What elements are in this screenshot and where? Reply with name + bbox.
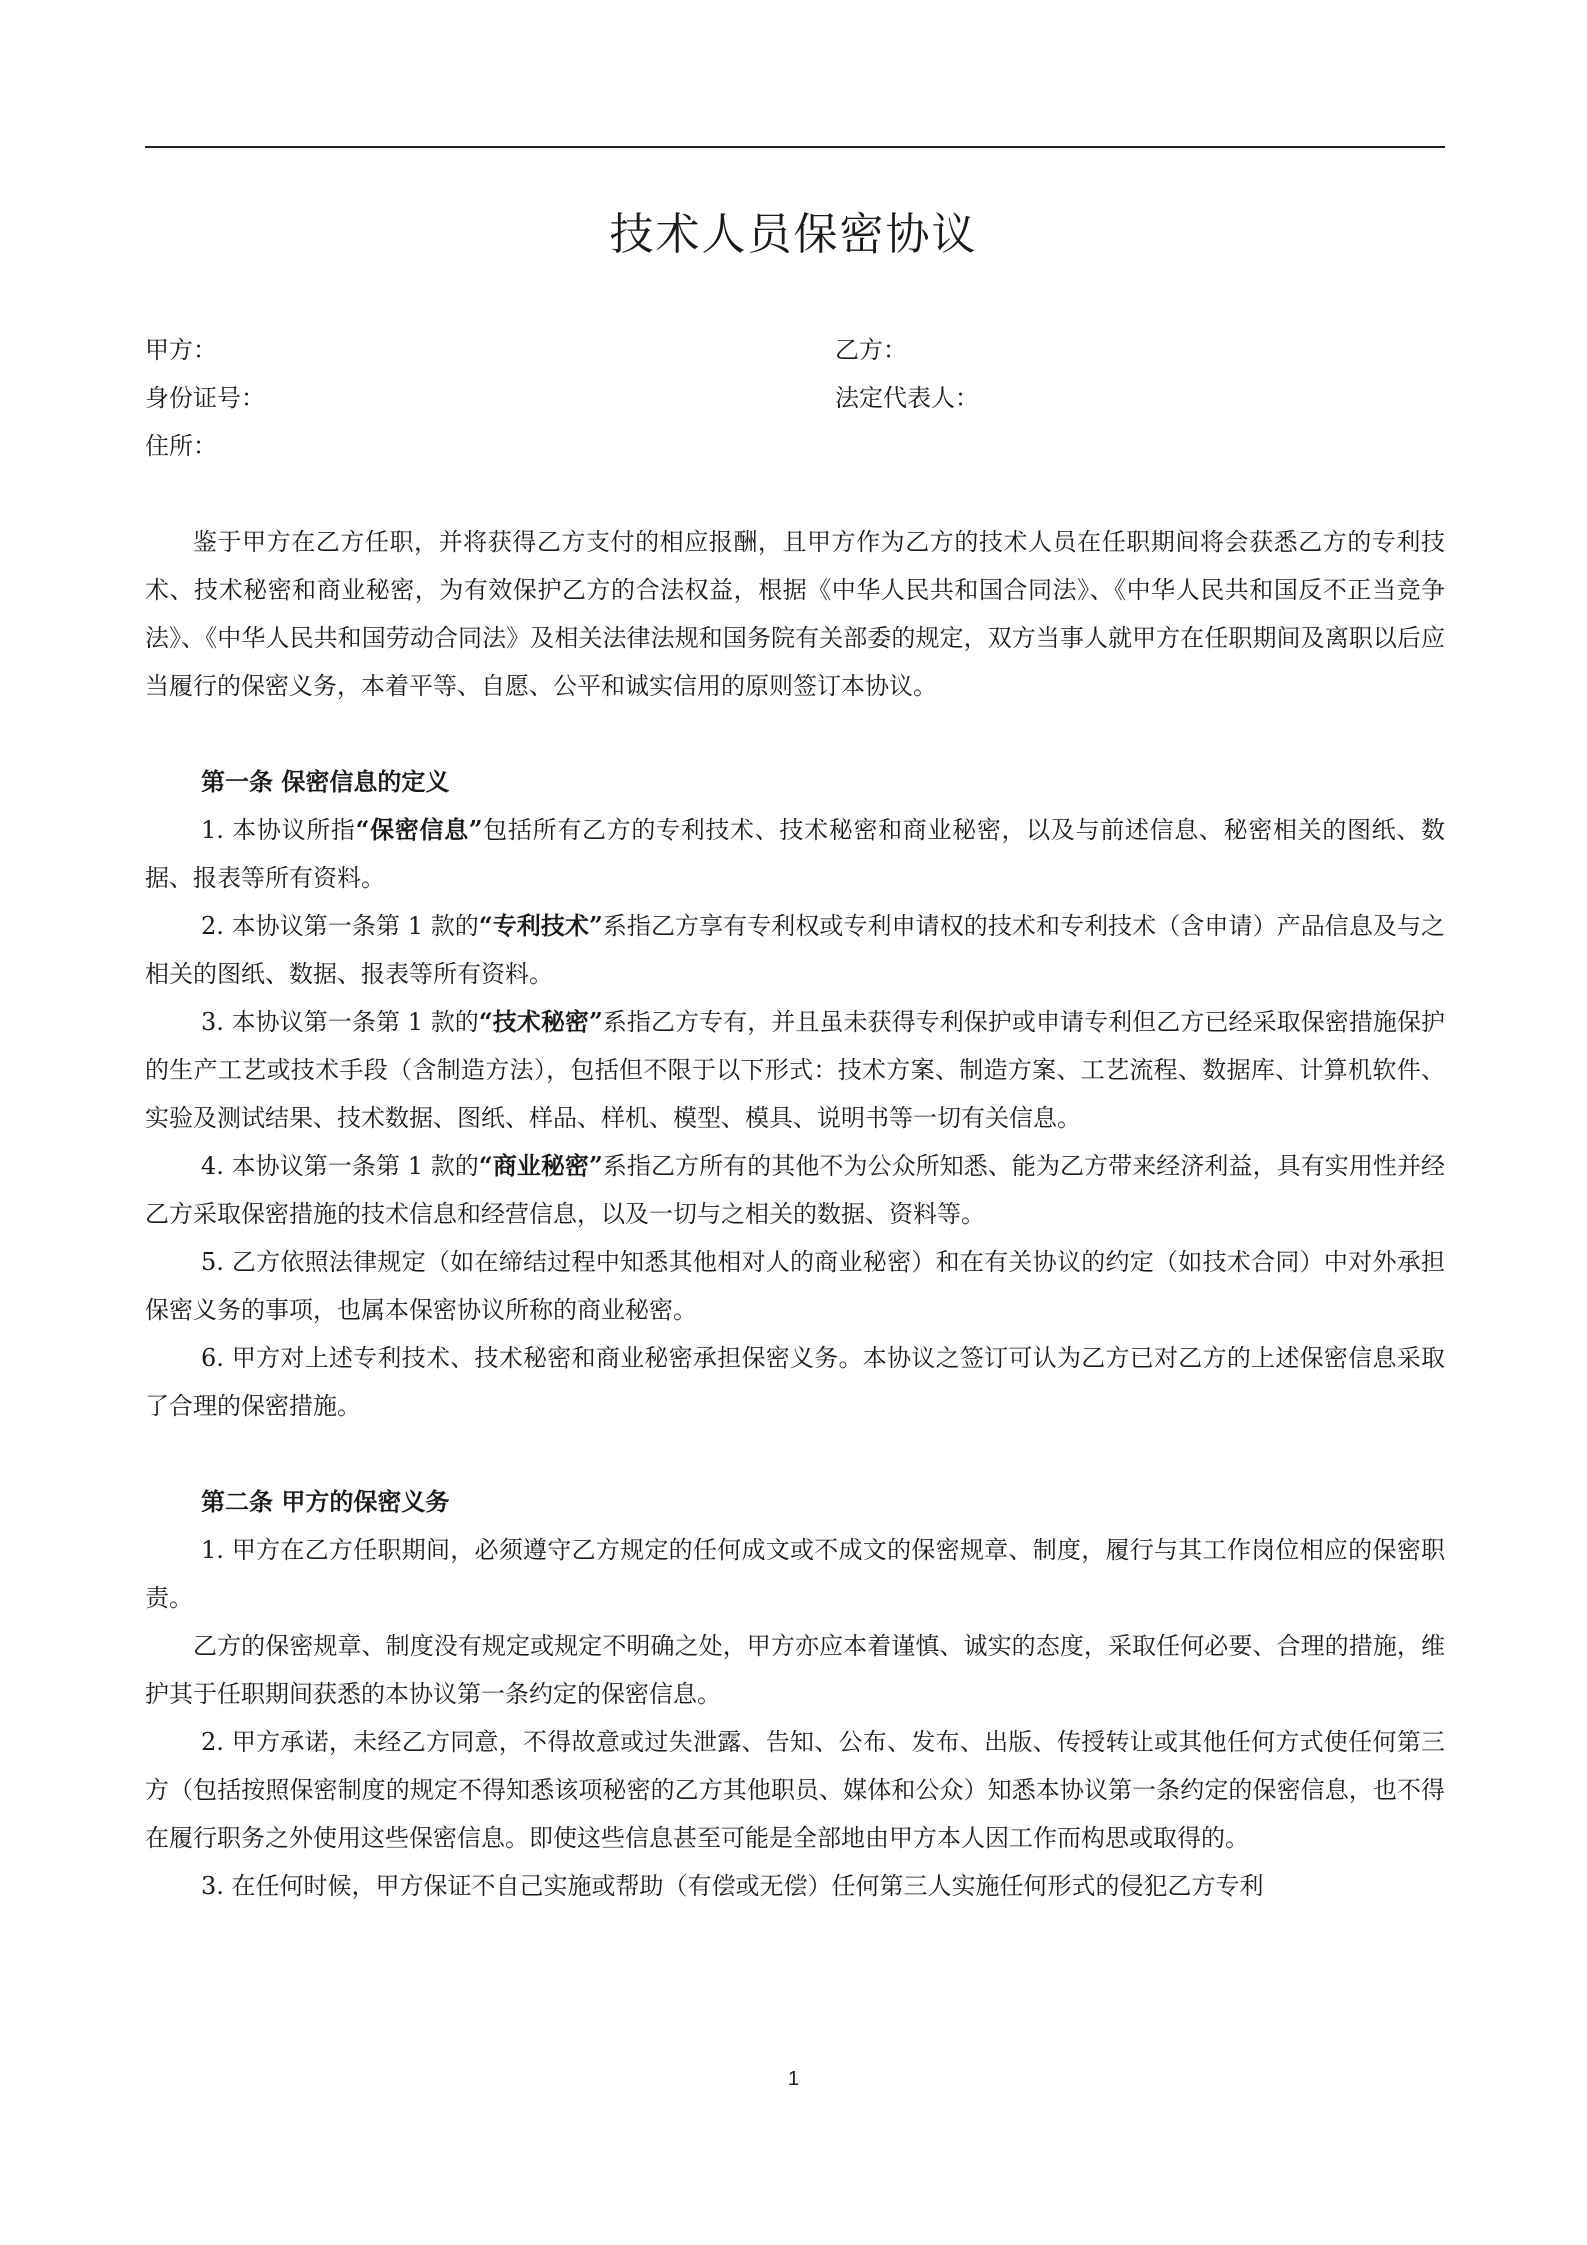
item-number: 3. xyxy=(201,1008,224,1036)
item-text: 在任何时候，甲方保证不自己实施或帮助（有偿或无偿）任何第三人实施任何形式的侵犯乙方专利 xyxy=(231,1872,1264,1900)
item-text: 系指乙方专有，并且虽未获得专利保护或申请专利但乙方已经采取保密措施保护的生产工艺或技术手段（含制造方法），包括但不限于以下形式：技术方案、制造方案、工艺流程、数据库、计算机软件、实验及测试结果、技术数据、图纸、样品、样机、模型、模具、说明书等一切有关信息。 xyxy=(145,1008,1446,1132)
item-text: 本协议第一条第 1 款的 xyxy=(231,1152,479,1180)
defined-term: “专利技术” xyxy=(478,911,603,940)
defined-term: “商业秘密” xyxy=(478,1151,603,1180)
article-1-item-5 xyxy=(145,1238,1445,1334)
article-1-item-2 xyxy=(145,902,1445,998)
article-1-heading: 第一条 保密信息的定义 xyxy=(201,767,450,796)
item-text: 甲方在乙方任职期间，必须遵守乙方规定的任何成文或不成文的保密规章、制度，履行与其工作岗位相应的保密职责。 xyxy=(145,1536,1445,1612)
empty-cell xyxy=(835,422,1445,470)
article-2-item-3 xyxy=(145,1862,1445,1910)
header-rule xyxy=(145,146,1445,148)
article-2-heading: 第二条 甲方的保密义务 xyxy=(201,1487,450,1516)
item-text: 本协议第一条第 1 款的 xyxy=(231,1008,479,1036)
party-info xyxy=(145,326,1445,470)
party-b-label: 乙方： xyxy=(835,336,907,364)
item-number: 4. xyxy=(201,1152,224,1180)
article-2-item-1-continued: 乙方的保密规章、制度没有规定或规定不明确之处，甲方亦应本着谨慎、诚实的态度，采取任何必要、合理的措施，维护其于任职期间获悉的本协议第一条约定的保密信息。 xyxy=(145,1632,1445,1708)
item-number: 5. xyxy=(201,1248,224,1276)
defined-term: “技术秘密” xyxy=(478,1007,603,1036)
item-number: 6. xyxy=(201,1344,224,1372)
item-text: 甲方对上述专利技术、技术秘密和商业秘密承担保密义务。本协议之签订可认为乙方已对乙方的上述保密信息采取了合理的保密措施。 xyxy=(145,1344,1445,1420)
id-number-label: 身份证号： xyxy=(145,384,265,412)
article-2-item-1 xyxy=(145,1526,1445,1622)
party-a-label: 甲方： xyxy=(145,336,217,364)
item-number: 2. xyxy=(201,1728,224,1756)
article-1-item-4 xyxy=(145,1142,1445,1238)
item-text: 本协议所指 xyxy=(232,816,356,844)
document-title: 技术人员保密协议 xyxy=(609,209,978,260)
item-number: 2. xyxy=(201,912,224,940)
defined-term: “保密信息” xyxy=(355,815,483,844)
article-2-item-2 xyxy=(145,1718,1445,1862)
article-1-item-6 xyxy=(145,1334,1445,1430)
item-number: 1. xyxy=(201,816,224,844)
address-label: 住所： xyxy=(145,432,217,460)
article-1-item-1 xyxy=(145,806,1445,902)
page-number: 1 xyxy=(787,2068,800,2090)
document-body xyxy=(145,326,1445,1910)
item-text: 包括所有乙方的专利技术、技术秘密和商业秘密，以及与前述信息、秘密相关的图纸、数据、报表等所有资料。 xyxy=(145,816,1446,892)
item-text: 本协议第一条第 1 款的 xyxy=(231,912,479,940)
item-text: 系指乙方享有专利权或专利申请权的技术和专利技术（含申请）产品信息及与之相关的图纸、数据、报表等所有资料。 xyxy=(145,912,1446,988)
item-text: 甲方承诺，未经乙方同意，不得故意或过失泄露、告知、公布、发布、出版、传授转让或其他任何方式使任何第三方（包括按照保密制度的规定不得知悉该项秘密的乙方其他职员、媒体和公众）知悉本协议第一条约定的保密信息，也不得在履行职务之外使用这些保密信息。即使这些信息甚至可能是全部地由甲方本人因工作而构思或取得的。 xyxy=(145,1728,1445,1852)
item-number: 1. xyxy=(201,1536,224,1564)
item-text: 系指乙方所有的其他不为公众所知悉、能为乙方带来经济利益，具有实用性并经乙方采取保密措施的技术信息和经营信息，以及一切与之相关的数据、资料等。 xyxy=(145,1152,1446,1228)
preamble: 鉴于甲方在乙方任职，并将获得乙方支付的相应报酬，且甲方作为乙方的技术人员在任职期间将会获悉乙方的专利技术、技术秘密和商业秘密，为有效保护乙方的合法权益，根据《中华人民共和国合同法》、《中华人民共和国反不正当竞争法》、《中华人民共和国劳动合同法》及相关法律法规和国务院有关部委的规定，双方当事人就甲方在任职期间及离职以后应当履行的保密义务，本着平等、自愿、公平和诚实信用的原则签订本协议。 xyxy=(145,528,1445,700)
article-1-item-3 xyxy=(145,998,1445,1142)
legal-rep-label: 法定代表人： xyxy=(835,384,979,412)
item-text: 乙方依照法律规定（如在缔结过程中知悉其他相对人的商业秘密）和在有关协议的约定（如技术合同）中对外承担保密义务的事项，也属本保密协议所称的商业秘密。 xyxy=(145,1248,1445,1324)
item-number: 3. xyxy=(201,1872,224,1900)
